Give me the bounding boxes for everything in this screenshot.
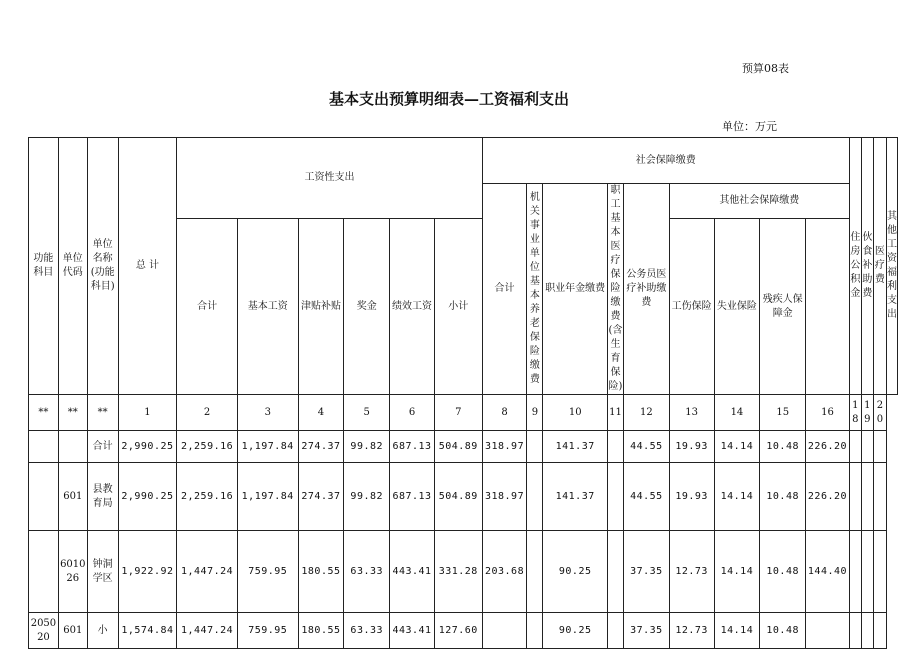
col-number: **	[29, 395, 59, 431]
col-number: 1	[118, 395, 177, 431]
cell-pension: 318.97	[482, 463, 527, 531]
cell-ss-sum: 504.89	[434, 431, 482, 463]
cell-func	[29, 463, 59, 531]
cell-annuity	[527, 531, 543, 613]
cell-name: 小	[87, 613, 118, 649]
cell-injury: 12.73	[669, 531, 714, 613]
cell-medfee	[861, 531, 873, 613]
cell-bonus: 99.82	[344, 463, 390, 531]
cell-total: 1,574.84	[118, 613, 177, 649]
header-perf: 绩效工资	[390, 219, 435, 395]
col-number: 13	[669, 395, 714, 431]
cell-name: 钟洞学区	[87, 531, 118, 613]
cell-housing	[806, 613, 850, 649]
cell-civil-med	[608, 463, 624, 531]
page-title: 基本支出预算明细表—工资福利支出	[328, 90, 569, 108]
header-social-group: 社会保障缴费	[482, 138, 849, 184]
cell-food	[849, 463, 861, 531]
cell-ss-sum: 504.89	[434, 463, 482, 531]
cell-code: 601	[58, 613, 87, 649]
cell-medical: 141.37	[543, 463, 608, 531]
header-basic: 基本工资	[237, 219, 298, 395]
header-wage-group: 工资性支出	[177, 138, 482, 219]
cell-ss-sum: 331.28	[434, 531, 482, 613]
cell-ss-sum: 127.60	[434, 613, 482, 649]
cell-func	[29, 531, 59, 613]
cell-pension: 203.68	[482, 531, 527, 613]
col-number: 5	[344, 395, 390, 431]
cell-func: 205020	[29, 613, 59, 649]
cell-other-sum: 44.55	[624, 463, 670, 531]
cell-basic: 1,197.84	[237, 431, 298, 463]
header-wage-sum: 合计	[177, 219, 238, 395]
cell-total: 2,990.25	[118, 463, 177, 531]
header-ss-sum: 合计	[482, 184, 527, 395]
cell-basic: 759.95	[237, 531, 298, 613]
col-number: 20	[873, 395, 886, 431]
header-row-1	[29, 138, 898, 184]
cell-civil-med	[608, 531, 624, 613]
cell-perf: 687.13	[390, 431, 435, 463]
col-number: 3	[237, 395, 298, 431]
cell-unemp: 14.14	[714, 463, 760, 531]
cell-unemp: 14.14	[714, 431, 760, 463]
unit-label: 单位：万元	[722, 120, 777, 133]
cell-name: 县教育局	[87, 463, 118, 531]
cell-name: 合计	[87, 431, 118, 463]
cell-housing: 144.40	[806, 531, 850, 613]
col-number: 12	[624, 395, 670, 431]
cell-disab: 10.48	[760, 463, 806, 531]
cell-bonus: 63.33	[344, 531, 390, 613]
cell-otherwel	[873, 431, 886, 463]
column-number-row	[29, 395, 898, 431]
cell-wage-sum: 1,447.24	[177, 613, 238, 649]
header-housing: 住房公积金	[849, 138, 861, 395]
cell-housing: 226.20	[806, 431, 850, 463]
cell-medfee	[861, 613, 873, 649]
cell-injury: 12.73	[669, 613, 714, 649]
table-row	[29, 431, 898, 463]
col-number: **	[87, 395, 118, 431]
col-number: 11	[608, 395, 624, 431]
header-annuity: 职业年金缴费	[543, 184, 608, 395]
header-other-group: 其他社会保障缴费	[669, 184, 849, 219]
cell-medical: 90.25	[543, 613, 608, 649]
cell-wage-sum: 2,259.16	[177, 431, 238, 463]
cell-food	[849, 613, 861, 649]
cell-perf: 687.13	[390, 463, 435, 531]
cell-annuity	[527, 431, 543, 463]
cell-allow: 274.37	[298, 431, 344, 463]
header-allow: 津贴补贴	[298, 219, 344, 395]
cell-code	[58, 431, 87, 463]
cell-disab: 10.48	[760, 531, 806, 613]
cell-total: 2,990.25	[118, 431, 177, 463]
col-number: 6	[390, 395, 435, 431]
cell-civil-med	[608, 613, 624, 649]
cell-func	[29, 431, 59, 463]
cell-bonus: 99.82	[344, 431, 390, 463]
cell-allow: 180.55	[298, 531, 344, 613]
header-name: 单位名称(功能科目)	[87, 138, 118, 395]
cell-perf: 443.41	[390, 531, 435, 613]
header-injury: 工伤保险	[669, 219, 714, 395]
cell-other-sum: 44.55	[624, 431, 670, 463]
header-civil-med: 公务员医疗补助缴费	[624, 184, 670, 395]
cell-food	[849, 531, 861, 613]
col-number: 8	[482, 395, 527, 431]
cell-allow: 274.37	[298, 463, 344, 531]
cell-basic: 1,197.84	[237, 463, 298, 531]
cell-total: 1,922.92	[118, 531, 177, 613]
header-pension: 机关事业单位基本养老保险缴费	[527, 184, 543, 395]
table-row	[29, 613, 898, 649]
cell-code: 601	[58, 463, 87, 531]
cell-civil-med	[608, 431, 624, 463]
cell-pension: 318.97	[482, 431, 527, 463]
header-total: 总 计	[118, 138, 177, 395]
cell-medfee	[861, 463, 873, 531]
col-number: 9	[527, 395, 543, 431]
header-code: 单位代码	[58, 138, 87, 395]
cell-code: 601026	[58, 531, 87, 613]
cell-annuity	[527, 613, 543, 649]
col-number: 4	[298, 395, 344, 431]
header-func: 功能科目	[29, 138, 59, 395]
header-disab: 残疾人保障金	[760, 219, 806, 395]
col-number: 18	[849, 395, 861, 431]
cell-other-sum: 37.35	[624, 613, 670, 649]
col-number: 16	[806, 395, 850, 431]
cell-wage-sum: 2,259.16	[177, 463, 238, 531]
cell-otherwel	[873, 463, 886, 531]
col-number: 14	[714, 395, 760, 431]
cell-bonus: 63.33	[344, 613, 390, 649]
budget-table	[28, 137, 898, 649]
cell-disab: 10.48	[760, 431, 806, 463]
cell-injury: 19.93	[669, 463, 714, 531]
table-row	[29, 531, 898, 613]
col-number: **	[58, 395, 87, 431]
cell-perf: 443.41	[390, 613, 435, 649]
cell-annuity	[527, 463, 543, 531]
col-number: 7	[434, 395, 482, 431]
cell-housing: 226.20	[806, 463, 850, 531]
cell-medical: 90.25	[543, 531, 608, 613]
header-food: 伙食补助费	[861, 138, 873, 395]
cell-otherwel	[873, 531, 886, 613]
header-unemp: 失业保险	[714, 219, 760, 395]
header-medical: 职工基本医疗保险缴费(含生育保险)	[608, 184, 624, 395]
cell-disab: 10.48	[760, 613, 806, 649]
cell-unemp: 14.14	[714, 613, 760, 649]
cell-otherwel	[873, 613, 886, 649]
cell-allow: 180.55	[298, 613, 344, 649]
cell-unemp: 14.14	[714, 531, 760, 613]
cell-food	[849, 431, 861, 463]
cell-wage-sum: 1,447.24	[177, 531, 238, 613]
header-other-sum: 小计	[434, 219, 482, 395]
col-number: 2	[177, 395, 238, 431]
table-row	[29, 463, 898, 531]
form-number: 预算08表	[742, 62, 789, 75]
cell-pension	[482, 613, 527, 649]
col-number: 19	[861, 395, 873, 431]
header-bonus: 奖金	[344, 219, 390, 395]
cell-other-sum: 37.35	[624, 531, 670, 613]
header-otherwel: 其他工资福利支出	[887, 138, 898, 395]
cell-injury: 19.93	[669, 431, 714, 463]
cell-basic: 759.95	[237, 613, 298, 649]
col-number: 15	[760, 395, 806, 431]
header-medfee: 医疗费	[873, 138, 886, 395]
col-number: 10	[543, 395, 608, 431]
cell-medfee	[861, 431, 873, 463]
cell-medical: 141.37	[543, 431, 608, 463]
